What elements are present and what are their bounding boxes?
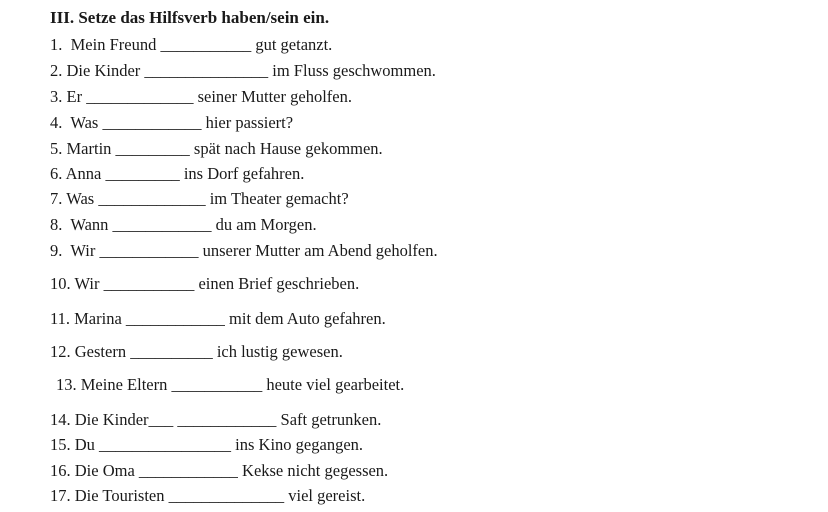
exercise-item-12: 12. Gestern __________ ich lustig gewesen. [50,342,343,361]
exercise-item-8: 8. Wann ____________ du am Morgen. [50,215,317,234]
exercise-item-2: 2. Die Kinder _______________ im Fluss geschwommen. [50,61,436,80]
exercise-item-7: 7. Was _____________ im Theater gemacht? [50,189,349,208]
exercise-item-13: 13. Meine Eltern ___________ heute viel gearbeitet. [56,375,405,394]
exercise-item-1: 1. Mein Freund ___________ gut getanzt. [50,35,333,54]
exercise-item-14: 14. Die Kinder___ ____________ Saft getrunken. [50,410,382,429]
exercise-item-15: 15. Du ________________ ins Kino gegangen. [50,435,364,454]
exercise-item-9: 9. Wir ____________ unserer Mutter am Abend geholfen. [50,241,438,260]
exercise-item-6: 6. Anna _________ ins Dorf gefahren. [50,164,305,183]
exercise-item-16: 16. Die Oma ____________ Kekse nicht gegessen. [50,461,389,480]
exercise-title: III. Setze das Hilfsverb haben/sein ein. [50,8,330,27]
exercise-item-3: 3. Er _____________ seiner Mutter geholfen. [50,87,352,106]
exercise-item-5: 5. Martin _________ spät nach Hause gekommen. [50,139,383,158]
exercise-item-10: 10. Wir ___________ einen Brief geschrieben. [50,274,360,293]
exercise-item-4: 4. Was ____________ hier passiert? [50,113,294,132]
exercise-item-17: 17. Die Touristen ______________ viel gereist. [50,486,366,505]
exercise-item-11: 11. Marina ____________ mit dem Auto gefahren. [50,309,386,328]
